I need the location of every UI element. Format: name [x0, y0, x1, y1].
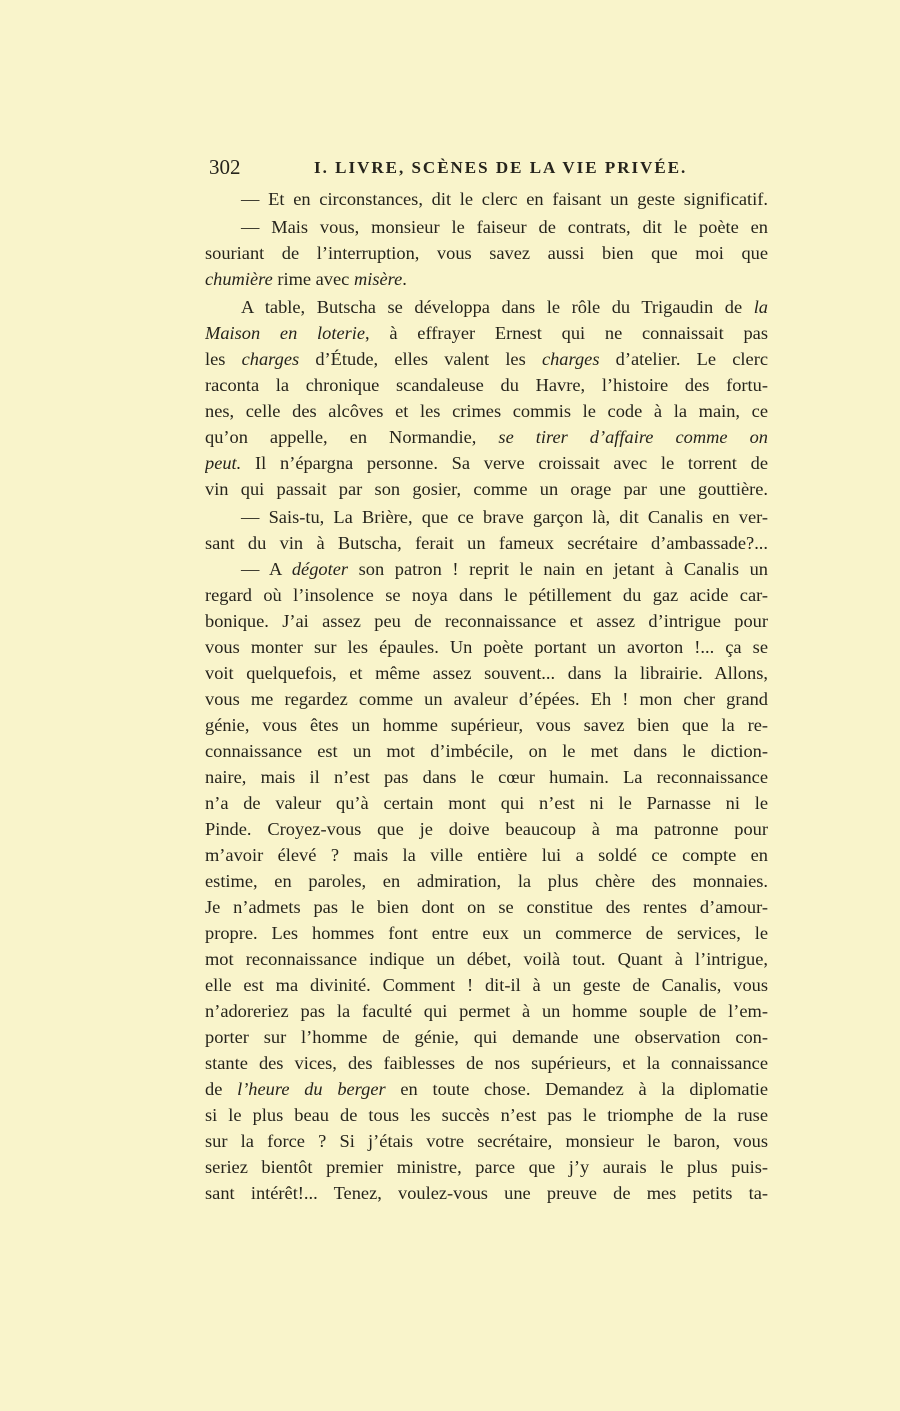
text-segment: en toute chose. Demandez à la diplomatie: [385, 1079, 768, 1099]
text-segment: — Mais vous, monsieur le faiseur de contrats, dit le poète en: [241, 217, 768, 237]
text-line: [205, 634, 768, 660]
text-segment: souriant de l’interruption, vous savez aussi bien que moi que: [205, 243, 768, 263]
text-line: [205, 240, 768, 266]
text-segment: — Et en circonstances, dit le clerc en faisant un geste significatif.: [241, 189, 768, 209]
text-line: [205, 1128, 768, 1154]
text-segment: raconta la chronique scandaleuse du Havre, l’histoire des fortu-: [205, 375, 768, 395]
text-segment: connaissance est un mot d’imbécile, on le met dans le diction-: [205, 741, 768, 761]
italic-text: se tirer d’affaire comme on: [498, 427, 768, 447]
text-line: [205, 186, 768, 212]
text-segment: n’adoreriez pas la faculté qui permet à un homme souple de l’em-: [205, 1001, 768, 1021]
text-line: [205, 476, 768, 502]
text-line: [205, 346, 768, 372]
text-segment: sur la force ? Si j’étais votre secrétaire, monsieur le baron, vous: [205, 1131, 768, 1151]
body-text: [205, 186, 768, 1206]
text-segment: nes, celle des alcôves et les crimes commis le code à la main, ce: [205, 401, 768, 421]
text-line: [205, 790, 768, 816]
running-head: I. LIVRE, SCÈNES DE LA VIE PRIVÉE.: [314, 158, 688, 177]
text-segment: n’a de valeur qu’à certain mont qui n’est ni le Parnasse ni le: [205, 793, 768, 813]
text-segment: — A: [241, 559, 292, 579]
text-line: [205, 894, 768, 920]
italic-text: chumière: [205, 269, 273, 289]
text-line: [205, 294, 768, 320]
text-line: [205, 320, 768, 346]
text-segment: qu’on appelle, en Normandie,: [205, 427, 499, 447]
text-segment: si le plus beau de tous les succès n’est pas le triomphe de la ruse: [205, 1105, 768, 1125]
text-segment: vin qui passait par son gosier, comme un orage par une gouttière.: [205, 479, 768, 499]
italic-text: Maison en loterie: [205, 323, 366, 343]
text-line: [205, 398, 768, 424]
italic-text: misère: [353, 269, 403, 289]
text-segment: seriez bientôt premier ministre, parce que j’y aurais le plus puis-: [205, 1157, 768, 1177]
text-segment: naire, mais il n’est pas dans le cœur humain. La reconnaissance: [205, 767, 768, 787]
text-segment: d’Étude, elles valent les: [299, 349, 542, 369]
text-line: [205, 424, 768, 450]
text-line: [205, 266, 768, 292]
italic-text: charges: [541, 349, 600, 369]
italic-text: l’heure du berger: [237, 1079, 386, 1099]
italic-text: la: [753, 297, 768, 317]
text-line: [205, 1102, 768, 1128]
italic-text: peut.: [205, 453, 242, 473]
text-segment: sant du vin à Butscha, ferait un fameux secrétaire d’ambassade?...: [205, 533, 768, 553]
text-line: [205, 686, 768, 712]
page-number: 302: [209, 155, 241, 179]
text-segment: propre. Les hommes font entre eux un commerce de services, le: [205, 923, 768, 943]
text-segment: porter sur l’homme de génie, qui demande une observation con-: [205, 1027, 768, 1047]
text-line: [205, 582, 768, 608]
text-segment: .: [402, 269, 407, 289]
text-segment: Je n’admets pas le bien dont on se constitue des rentes d’amour-: [205, 897, 768, 917]
text-segment: bonique. J’ai assez peu de reconnaissance et assez d’intrigue pour: [205, 611, 768, 631]
italic-text: charges: [241, 349, 300, 369]
text-line: [205, 1180, 768, 1206]
text-line: [205, 1076, 768, 1102]
text-segment: d’atelier. Le clerc: [599, 349, 768, 369]
text-segment: voit quelquefois, et même assez souvent... dans la librairie. Allons,: [205, 663, 768, 683]
text-segment: vous monter sur les épaules. Un poète portant un avorton !... ça se: [205, 637, 768, 657]
text-line: [205, 608, 768, 634]
text-segment: de: [205, 1079, 238, 1099]
text-line: [205, 816, 768, 842]
text-line: [205, 738, 768, 764]
text-segment: , à effrayer Ernest qui ne connaissait pas: [365, 323, 768, 343]
text-line: [205, 556, 768, 582]
text-segment: sant intérêt!... Tenez, voulez-vous une preuve de mes petits ta-: [205, 1183, 768, 1203]
text-line: [205, 998, 768, 1024]
text-line: [205, 660, 768, 686]
text-segment: m’avoir élevé ? mais la ville entière lui a soldé ce compte en: [205, 845, 768, 865]
text-segment: stante des vices, des faiblesses de nos supérieurs, et la connaissance: [205, 1053, 768, 1073]
text-segment: A table, Butscha se développa dans le rôle du Trigaudin de: [241, 297, 754, 317]
text-segment: Pinde. Croyez-vous que je doive beaucoup à ma patronne pour: [205, 819, 768, 839]
text-line: [205, 972, 768, 998]
text-line: [205, 530, 768, 556]
text-line: [205, 1050, 768, 1076]
text-line: [205, 946, 768, 972]
text-line: [205, 764, 768, 790]
text-segment: rime avec: [272, 269, 354, 289]
text-line: [205, 372, 768, 398]
text-line: [205, 842, 768, 868]
text-segment: les: [205, 349, 242, 369]
text-line: [205, 450, 768, 476]
text-segment: son patron ! reprit le nain en jetant à Canalis un: [348, 559, 768, 579]
text-segment: — Sais-tu, La Brière, que ce brave garçon là, dit Canalis en ver-: [241, 507, 768, 527]
text-line: [205, 504, 768, 530]
text-segment: vous me regardez comme un avaleur d’épées. Eh ! mon cher grand: [205, 689, 768, 709]
text-line: [205, 1024, 768, 1050]
italic-text: dégoter: [291, 559, 349, 579]
text-line: [205, 1154, 768, 1180]
text-line: [205, 868, 768, 894]
text-line: [205, 920, 768, 946]
text-segment: mot reconnaissance indique un débet, voilà tout. Quant à l’intrigue,: [205, 949, 768, 969]
text-segment: Il n’épargna personne. Sa verve croissait avec le torrent de: [241, 453, 768, 473]
text-segment: génie, vous êtes un homme supérieur, vous savez bien que la re-: [205, 715, 768, 735]
text-segment: elle est ma divinité. Comment ! dit-il à un geste de Canalis, vous: [205, 975, 768, 995]
text-segment: estime, en paroles, en admiration, la plus chère des monnaies.: [205, 871, 768, 891]
text-line: [205, 712, 768, 738]
text-segment: regard où l’insolence se noya dans le pétillement du gaz acide car-: [205, 585, 768, 605]
text-line: [205, 214, 768, 240]
